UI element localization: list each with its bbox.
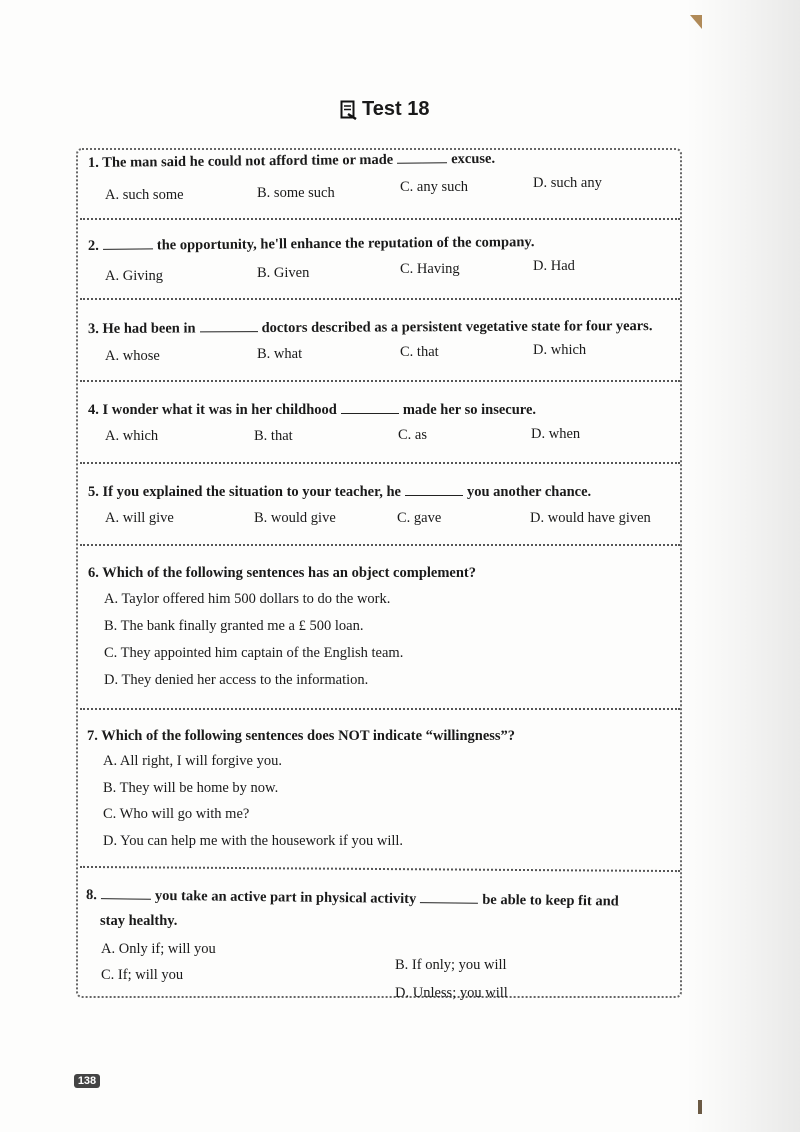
divider: [80, 380, 680, 382]
option-1d[interactable]: D. such any: [533, 175, 602, 191]
option-4a[interactable]: A. which: [105, 428, 159, 444]
option-2b[interactable]: B. Given: [257, 265, 310, 281]
option-7a[interactable]: A. All right, I will forgive you.: [103, 753, 282, 769]
question-2: 2. the opportunity, he'll enhance the reputation of the company.: [87, 234, 535, 254]
question-3: 3. He had been in doctors described as a persistent vegetative state for four years.: [87, 318, 653, 337]
option-3c[interactable]: C. that: [400, 344, 439, 360]
answer-blank[interactable]: [341, 401, 399, 414]
option-3b[interactable]: B. what: [257, 346, 303, 362]
option-1c[interactable]: C. any such: [400, 179, 469, 195]
option-5b[interactable]: B. would give: [254, 510, 336, 526]
option-7c[interactable]: C. Who will go with me?: [103, 806, 250, 822]
option-8d[interactable]: D. Unless; you will: [395, 985, 508, 1001]
option-4d[interactable]: D. when: [531, 426, 581, 442]
question-6: 6. Which of the following sentences has an object complement?: [88, 565, 477, 581]
answer-blank[interactable]: [101, 886, 151, 900]
option-6b[interactable]: B. The bank finally granted me a £ 500 loan.: [104, 618, 364, 634]
test-title-text: Test 18: [362, 98, 430, 120]
question-1: 1. The man said he could not afford time or made excuse.: [87, 150, 496, 171]
question-7: 7. Which of the following sentences does NOT indicate “willingness”?: [87, 728, 516, 744]
option-2c[interactable]: C. Having: [400, 261, 460, 277]
option-2a[interactable]: A. Giving: [105, 268, 163, 284]
option-8c[interactable]: C. If; will you: [101, 967, 184, 983]
option-7d[interactable]: D. You can help me with the housework if you will.: [103, 833, 404, 849]
page-number: 138: [74, 1074, 100, 1088]
divider: [80, 218, 680, 220]
divider: [80, 708, 680, 710]
option-6a[interactable]: A. Taylor offered him 500 dollars to do the work.: [104, 591, 391, 607]
question-5: 5. If you explained the situation to your teacher, he you another chance.: [88, 484, 592, 500]
option-3a[interactable]: A. whose: [105, 348, 160, 364]
option-1a[interactable]: A. such some: [105, 187, 184, 203]
answer-blank[interactable]: [397, 150, 447, 164]
page-gutter-shadow: [685, 0, 800, 1132]
option-6c[interactable]: C. They appointed him captain of the English team.: [104, 645, 404, 661]
answer-blank[interactable]: [405, 483, 463, 496]
option-4c[interactable]: C. as: [398, 427, 427, 443]
answer-blank[interactable]: [200, 319, 258, 332]
option-2d[interactable]: D. Had: [533, 258, 575, 274]
test-title: [340, 98, 429, 121]
option-4b[interactable]: B. that: [254, 428, 293, 444]
option-3d[interactable]: D. which: [533, 342, 587, 358]
divider: [80, 544, 680, 546]
divider: [80, 462, 680, 464]
answer-blank[interactable]: [420, 890, 478, 904]
option-5c[interactable]: C. gave: [397, 510, 442, 526]
question-8: 8. you take an active part in physical activity be able to keep fit and: [85, 887, 619, 910]
question-4: 4. I wonder what it was in her childhood made her so insecure.: [88, 402, 537, 418]
option-7b[interactable]: B. They will be home by now.: [103, 780, 279, 796]
answer-blank[interactable]: [103, 236, 153, 249]
option-6d[interactable]: D. They denied her access to the information.: [104, 672, 369, 688]
option-5d[interactable]: D. would have given: [530, 510, 651, 526]
page-edge-mark: [698, 1100, 702, 1114]
divider: [80, 298, 680, 300]
option-5a[interactable]: A. will give: [105, 510, 174, 526]
option-8b[interactable]: B. If only; you will: [395, 957, 507, 973]
page-corner-fold: [690, 15, 702, 29]
option-8a[interactable]: A. Only if; will you: [101, 941, 216, 957]
pencil-paper-icon: [340, 100, 358, 120]
option-1b[interactable]: B. some such: [257, 185, 335, 201]
question-8-continued: stay healthy.: [100, 913, 178, 929]
